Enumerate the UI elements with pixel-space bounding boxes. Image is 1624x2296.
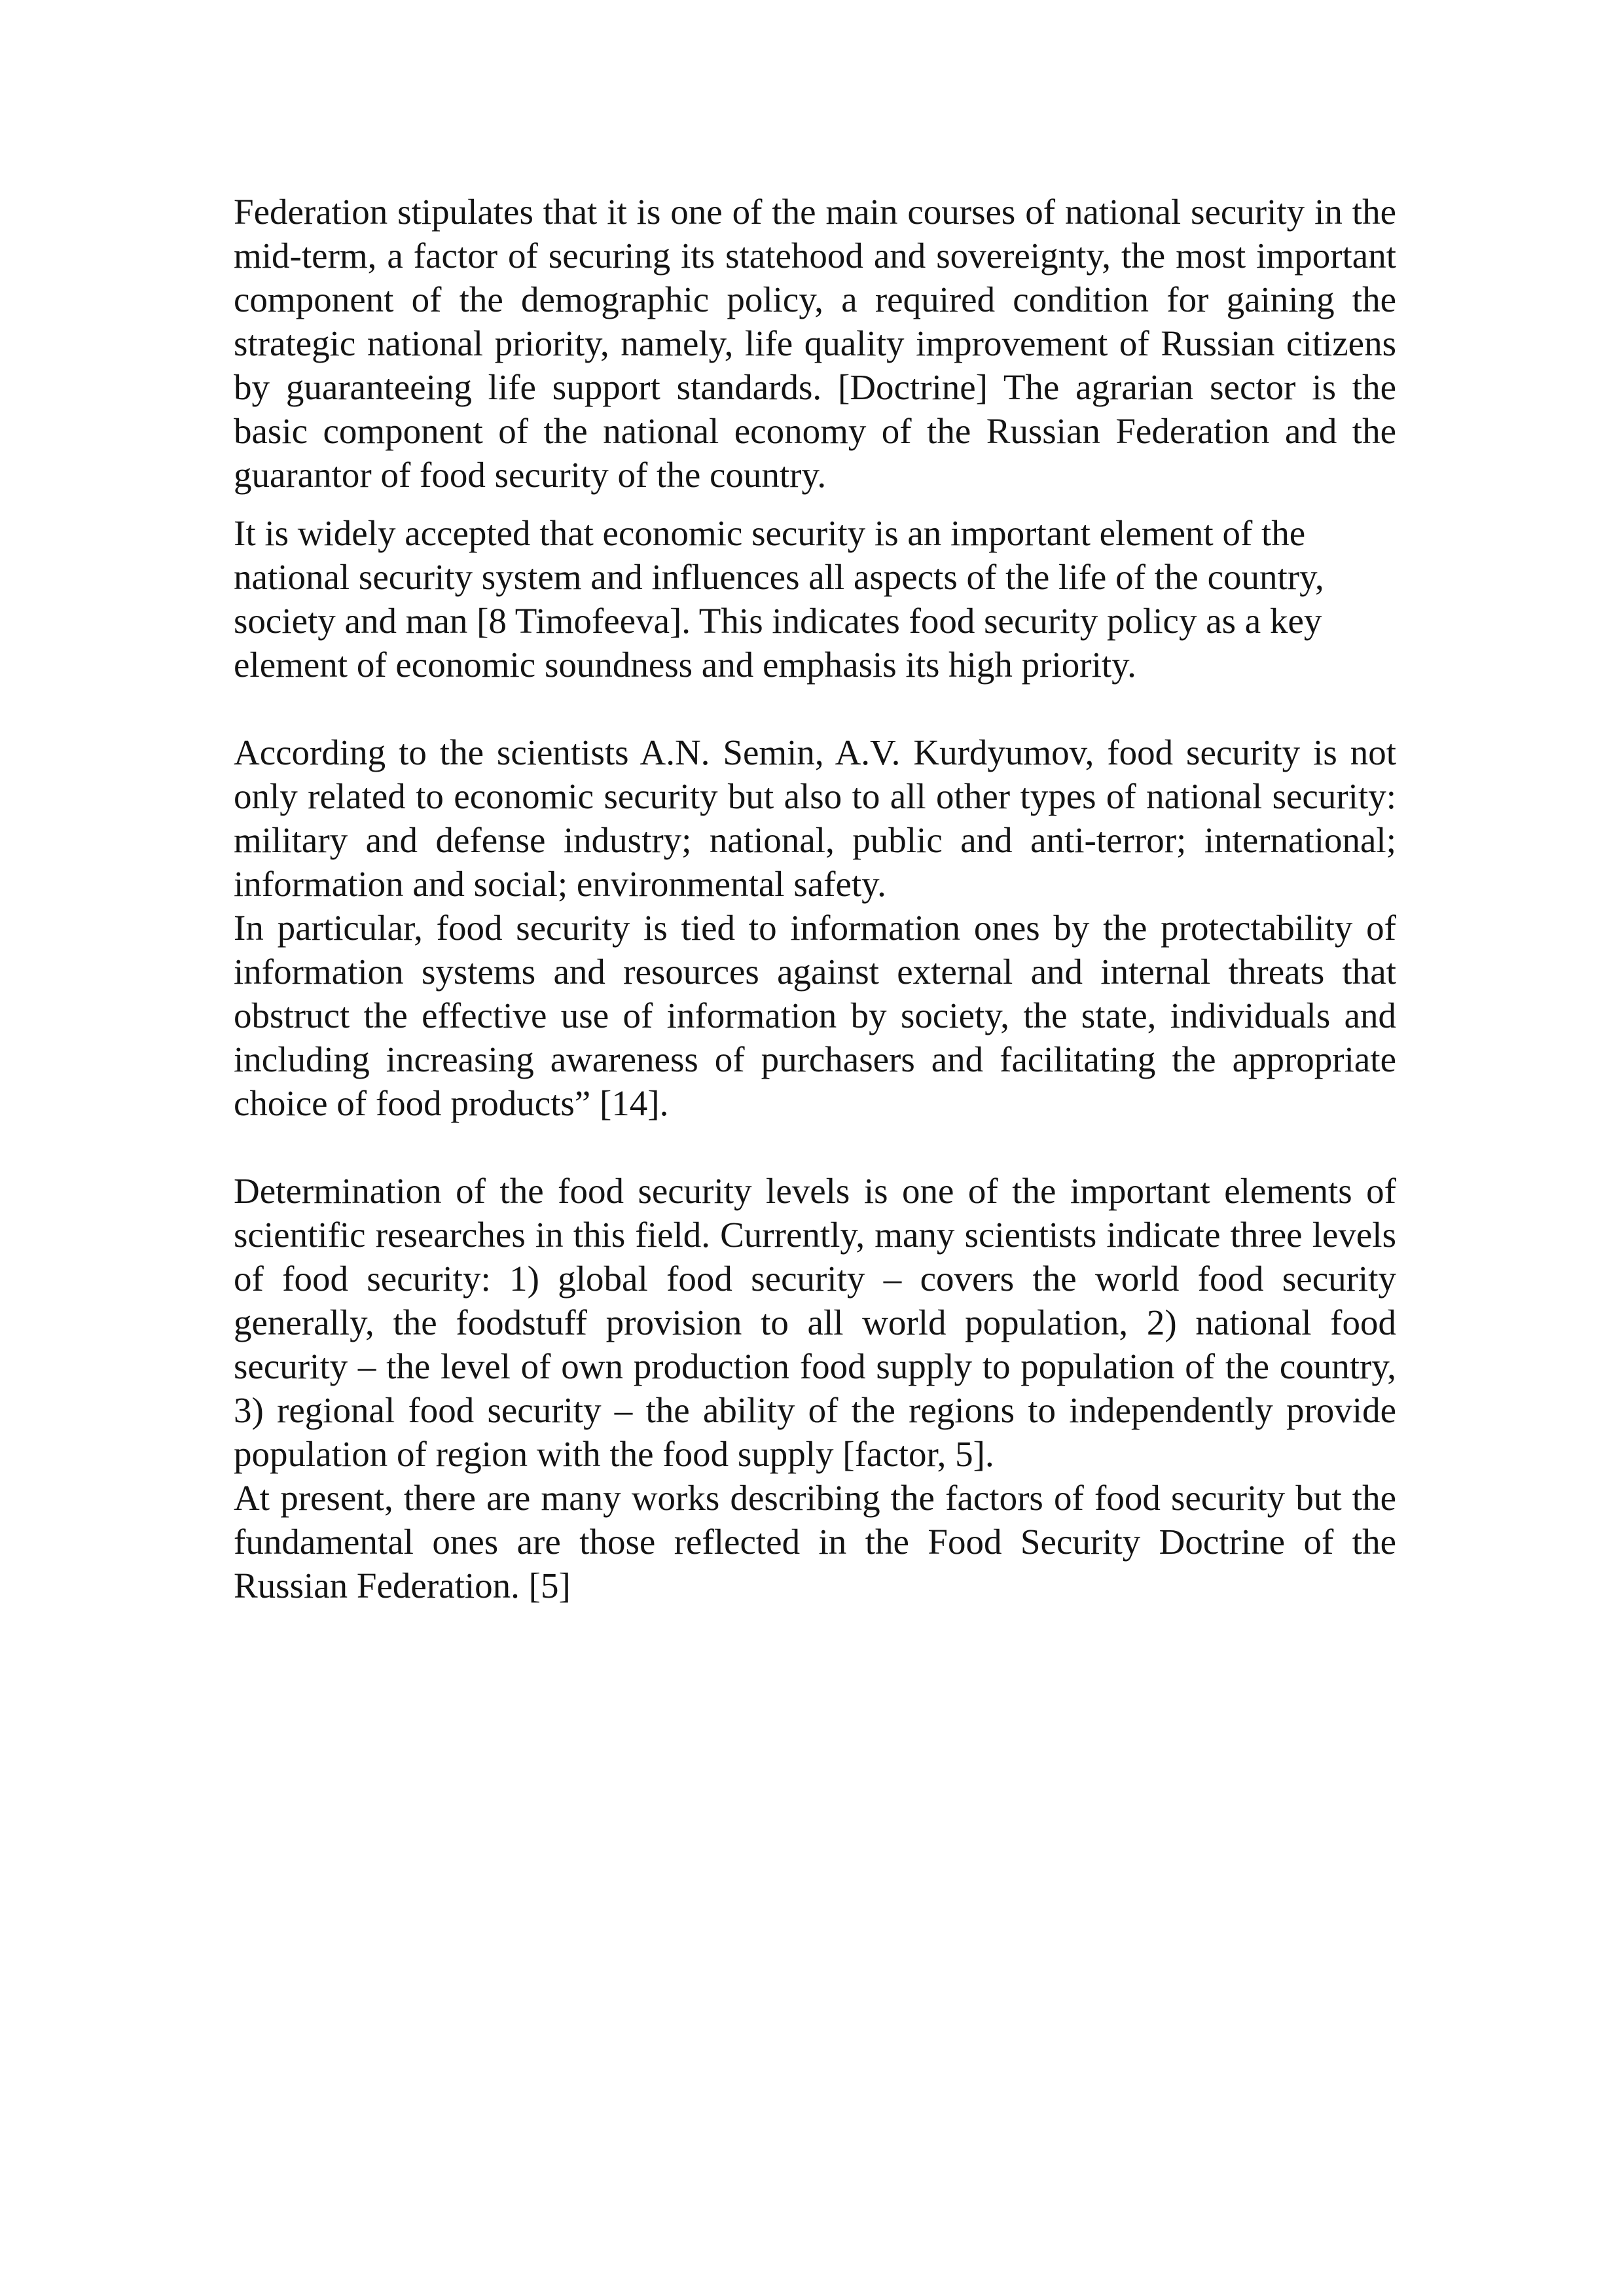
paragraph-factors: At present, there are many works describing the factors of food security but the fundamental ones are those reflected in the Food Security Doctrine of the Russian Federation. [5]: [234, 1478, 1396, 1605]
paragraph-semin-kurdyumov: According to the scientists A.N. Semin, A.V. Kurdyumov, food security is not only related to economic security but also to all other types of national security: military and defense industry; national, public and anti-terror; international; information and social; environmental safety.: [234, 732, 1396, 904]
body-text: [234, 190, 1396, 1607]
paragraph-information-security: In particular, food security is tied to information ones by the protectability of information systems and resources against external and internal threats that obstruct the effective use of information by society, the state, individuals and including increasing awareness of purchasers and facilitating the appropriate choice of food products” [14].: [234, 908, 1396, 1123]
paragraph-economic-security: It is widely accepted that economic security is an important element of the national security system and influences all aspects of the life of the country, society and man [8 Timofeeva]. This indicates food security policy as a key element of economic soundness and emphasis its high priority.: [234, 513, 1324, 685]
paragraph-security-levels: Determination of the food security levels is one of the important elements of scientific researches in this field. Currently, many scientists indicate three levels of food security: 1) global food security – covers the world food security generally, the foodstuff provision to all world population, 2) national food security – the level of own production food supply to population of the country, 3) regional food security – the ability of the regions to independently provide population of region with the food supply [factor, 5].: [234, 1171, 1396, 1474]
paragraph-food-security-doctrine: Federation stipulates that it is one of the main courses of national security in the mid-term, a factor of securing its statehood and sovereignty, the most important component of the demographic policy, a required condition for gaining the strategic national priority, namely, life quality improvement of Russian citizens by guaranteeing life support standards. [Doctrine] The agrarian sector is the basic component of the national economy of the Russian Federation and the guarantor of food security of the country.: [234, 192, 1396, 495]
